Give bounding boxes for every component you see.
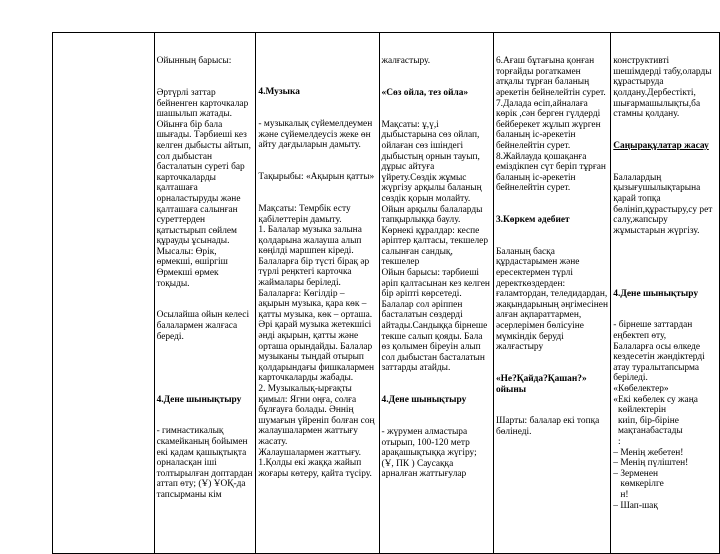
paragraph: - бірнеше заттардан еңбектеп өту, Балаларға осы өлкеде кездесетін жәндіктерді атау туралытапсырма беріледі. «Көбелектер» «Екі көбелек су жаңа көйлектерін киіп, бір-біріне мақтанабастады : – Менің жебетен! – Менің пүліштен! – Зерменен көмкерілге н! – Шап-шақ xyxy=(613,320,705,511)
paragraph: Мақсаты: Темрбік есту қабілеттерін дамыту. 1. Балалар музыка залына қолдарына жалауша алып көңілді маршпен кіреді. Балаларға бір түсті бірақ әр түрлі реңктегі карточка жаймалары беріледі. Балаларға: Көгілдір – ақырын музыка, қара көк – қатты музыка, көк – орташа. Әрі қарай музыка жетекшісі әнді ақырын, қатты және орташа орындайды. Балалар музыканы тыңдай отырып қолдарындағы фишкалармен карточкаларды жабады. 2. Музыкалық-ырғақты қимыл: Ягни оңға, солға бұлғауға болады. Әннің шумағын үйреніп болған соң жалаушалармен жаттығу жасату. Жалаушалармен жаттығу. 1.Қолды екі жаққа жайып жоғары көтеру, қайта түсіру. xyxy=(258,203,375,479)
table-cell-col4 xyxy=(379,33,493,554)
paragraph: - жүрумен алмастыра отырып, 100-120 метр арақашықтыққа жүгіру; (Ұ, ПК ) Саусаққа арналған жаттығулар xyxy=(381,426,480,480)
paragraph: Баланың басқа құрдастарымен және ересектермен түрлі деректкөздерден: ғаламтордан, теледидардан, жақындарының әңгімесінен алған ақпараттармен, әсерлерімен бөлісуіне мүмкіндік беруді жалғастыру xyxy=(495,246,611,353)
table-cell-col2 xyxy=(154,33,256,554)
table-cell-col5 xyxy=(493,33,610,554)
section-heading: 4.Дене шынықтыру xyxy=(156,394,242,405)
paragraph: Ойынның барысы: xyxy=(156,56,232,67)
game-title: «Не?Қайда?Қашан?» ойыны xyxy=(495,374,589,395)
section-heading: 4.Музыка xyxy=(258,87,300,98)
paragraph: Мақсаты: ұ,ү,і дыбыстарына сөз ойлап, ойлаған сөз ішіндегі дыбыстың орнын тауып, дұрыс айтуға үйрету.Сөздік жұмыс жүргізу арқылы баланың сөздік қорын молайту. Ойын арқылы балаларды тапқырлыққа баулу. Көрнекі құралдар: кеспе әріптер қалтасы, текшелер салынған сандық, текшелер Ойын барысы: тәрбиеші әріп қалтасынан кез келген бір әріпті көрсетеді. Балалар сол әріппен басталатын сөздерді айтады.Сандыққа бірнеше текше салып қояды. Бала өз қолымен біреуін алып сол дыбыстан басталатын заттарды атайды. xyxy=(381,119,490,374)
paragraph: жалғастыру. xyxy=(381,56,431,67)
paragraph: - музыкалық сүйемелдеумен және сүйемелдеусіз жеке өн айту дағдыларын дамыту. xyxy=(258,119,375,151)
game-title: «Сөз ойла, тез ойла» xyxy=(381,87,469,98)
topic: «Ақырын қатты» xyxy=(305,172,375,183)
table-cell-col3 xyxy=(256,33,379,554)
paragraph: Осылайша ойын келесі балалармен жалғаса береді. xyxy=(156,310,252,342)
paragraph: конструктивті шешімдерді табу,оларды құрастыруда қолдану.Дербестікті, шығармашылықты,ба стамны қолдану. xyxy=(613,56,714,120)
table-cell-col6 xyxy=(611,33,720,554)
section-heading: Саңырақұлатар жасау xyxy=(613,140,709,151)
section-heading: 3.Көркем әдебиет xyxy=(495,215,570,226)
topic-label: Тақырыбы: xyxy=(258,172,304,183)
paragraph: Балалардың қызығушылықтарына қарай топқа бөлініп,құрастыру,су рет салу,жапсыру жұмыстарын жүргізу. xyxy=(613,172,715,236)
paragraph: - гимнастикалық скамейканың бойымен екі қадам қашықтықта орналасқан ішi толтырылған доптардан аттап өту; (Ұ) ҰОҚ-да тапсырманы кім xyxy=(156,426,255,500)
paragraph: 6.Ағаш бұтағына қонған торғайды рогаткамен атқалы тұрған баланың әрекетін бейнелейтін сурет. 7.Далада өсіп,айналаға көрік ,сән берген гүлдерді бейберекет жұлып жүрген баланың іс-әрекетін бейнелейтін сурет. 8.Жайлауда қошақанға еміздікпен сүт беріп тұрған баланың іс-әрекетін бейнелейтін сурет. xyxy=(495,56,606,194)
paragraph: Шарты: балалар екі топқа бөлінеді. xyxy=(495,416,602,437)
section-heading: 4.Дене шынықтыру xyxy=(613,288,699,299)
section-heading: 4.Дене шынықтыру xyxy=(381,395,467,406)
paragraph: Әртүрлі заттар бейненген карточкалар шашылып жатады. Ойынға бір бала шығады. Тәрбиеші кез келген дыбысты айтып, сол дыбыстан басталатын суреті бар карточкаларды қалташаға орналастыруды және қалташаға салынған суреттерден қатыстырып сөйлем құрауды ұсынады. Мысалы: Өрік, өрмекші, өшіргіш Өрмекші өрмек тоқыды. xyxy=(156,87,254,289)
lesson-plan-table xyxy=(52,32,720,554)
empty-label-cell xyxy=(53,33,155,554)
table-row xyxy=(53,33,720,554)
